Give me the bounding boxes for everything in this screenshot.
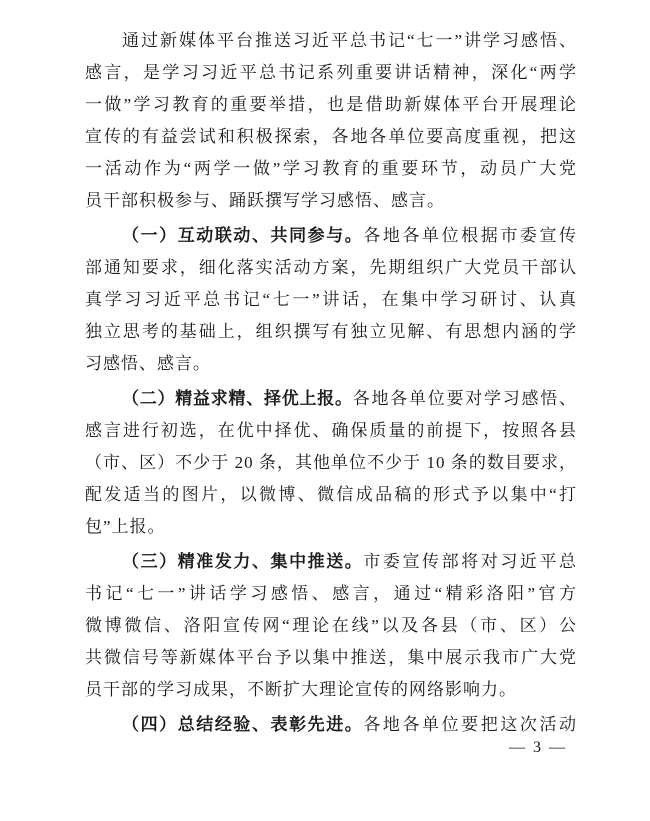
body-text: 配发适当的图片，以微博、微信成品稿的形式予以集中“打: [85, 485, 577, 504]
text-line: [85, 185, 577, 217]
text-line: [85, 479, 577, 511]
body-text: 各地各单位要把这次活动: [363, 715, 578, 734]
body-text: 真学习习近平总书记“七一”讲话，在集中学习研讨、认真: [85, 290, 577, 309]
section-heading: （三）精准发力、集中推送。: [122, 552, 364, 571]
text-line: [85, 578, 577, 610]
text-line: [85, 546, 577, 578]
body-text: 书记“七一”讲话学习感悟、感言，通过“精彩洛阳”官方: [85, 584, 577, 603]
text-line: [85, 348, 577, 380]
body-text: 一活动作为“两学一做”学习教育的重要环节，动员广大党: [85, 159, 577, 178]
paragraph: [85, 383, 577, 543]
text-line: [85, 220, 577, 252]
text-line: [85, 121, 577, 153]
body-text: （市、区）不少于 20 条，其他单位不少于 10 条的数目要求，: [85, 453, 577, 472]
text-line: [85, 674, 577, 706]
body-text: 感言，是学习习近平总书记系列重要讲话精神，深化“两学: [85, 63, 577, 82]
section-heading: （四）总结经验、表彰先进。: [122, 715, 364, 734]
body-text: 微博微信、洛阳宣传网“理论在线”以及各县（市、区）公: [85, 616, 577, 635]
body-text: 宣传的有益尝试和积极探索，各地各单位要高度重视，把这: [85, 127, 577, 146]
section-heading: （二）精益求精、择优上报。: [122, 389, 353, 408]
document-body: [85, 25, 577, 741]
text-line: [85, 57, 577, 89]
body-text: 员干部积极参与、踊跃撰写学习感悟、感言。: [85, 191, 445, 210]
paragraph: [85, 709, 577, 741]
body-text: 独立思考的基础上，组织撰写有独立见解、有思想内涵的学: [85, 322, 577, 341]
page-number: — 3 —: [509, 739, 567, 756]
paragraph: [85, 25, 577, 217]
body-text: 市委宣传部将对习近平总: [363, 552, 578, 571]
text-line: [85, 511, 577, 543]
body-text: 共微信号等新媒体平台予以集中推送，集中展示我市广大党: [85, 648, 577, 667]
body-text: 部通知要求，细化落实活动方案，先期组织广大党员干部认: [85, 258, 577, 277]
text-line: [85, 284, 577, 316]
text-line: [85, 709, 577, 741]
text-line: [85, 415, 577, 447]
body-text: 各地各单位要对学习感悟、: [352, 389, 577, 408]
section-heading: （一）互动联动、共同参与。: [122, 226, 364, 245]
text-line: [85, 89, 577, 121]
body-text: 通过新媒体平台推送习近平总书记“七一”讲学习感悟、: [122, 31, 577, 50]
text-line: [85, 153, 577, 185]
body-text: 包”上报。: [85, 517, 166, 536]
text-line: [85, 610, 577, 642]
text-line: [85, 252, 577, 284]
text-line: [85, 316, 577, 348]
paragraph: [85, 220, 577, 380]
text-line: [85, 25, 577, 57]
text-line: [85, 383, 577, 415]
text-line: [85, 447, 577, 479]
body-text: 一做”学习教育的重要举措，也是借助新媒体平台开展理论: [85, 95, 577, 114]
body-text: 习感悟、感言。: [85, 354, 211, 373]
body-text: 各地各单位根据市委宣传: [363, 226, 578, 245]
body-text: 感言进行初选，在优中择优、确保质量的前提下，按照各县: [85, 421, 577, 440]
paragraph: [85, 546, 577, 706]
body-text: 员干部的学习成果，不断扩大理论宣传的网络影响力。: [85, 680, 517, 699]
text-line: [85, 642, 577, 674]
